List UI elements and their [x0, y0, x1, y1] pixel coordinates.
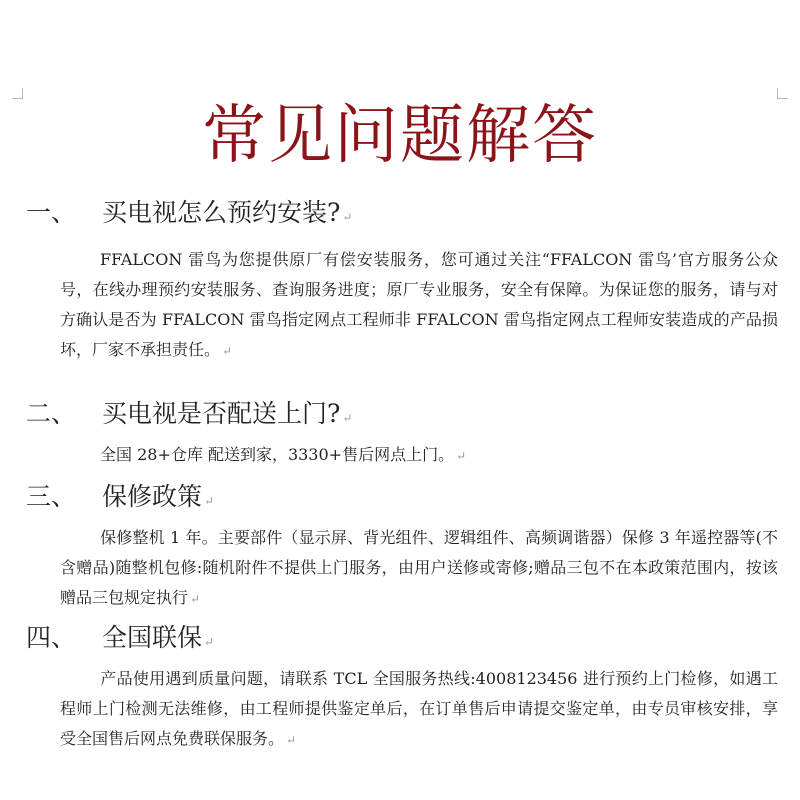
paragraph-mark-icon: ↵ [222, 344, 233, 358]
section-heading-3 [26, 480, 786, 518]
section-title: 保修政策 [102, 482, 203, 511]
section-number: 二、 [26, 399, 77, 428]
section-heading-2 [26, 397, 786, 435]
section-body-1 [60, 245, 778, 366]
section-body-text: 全国 28+仓库 配送到家，3330+售后网点上门。 [100, 445, 455, 464]
paragraph-mark-icon: ↵ [286, 733, 297, 747]
section-heading-4 [26, 621, 786, 659]
section-title: 买电视是否配送上门? [102, 399, 341, 428]
paragraph-mark-icon: ↵ [190, 592, 201, 606]
section-body-2 [60, 440, 778, 471]
paragraph-mark-icon: ↵ [456, 449, 467, 463]
page-title: 常见问题解答 [202, 99, 598, 173]
section-body-text: 产品使用遇到质量问题，请联系 TCL 全国服务热线:4008123456 进行预约上门检修，如遇工程师上门检测无法维修，由工程师提供鉴定单后，在订单售后申请提交鉴定单，由专员审核安排，享受全国售后网点免费联保服务。 [60, 669, 778, 748]
section-body-3 [60, 523, 778, 614]
section-number: 四、 [26, 623, 77, 652]
paragraph-mark-icon: ↵ [342, 210, 353, 224]
section-heading-1 [26, 196, 786, 234]
section-body-text: FFALCON 雷鸟为您提供原厂有偿安装服务，您可通过关注“FFALCON 雷鸟’官方服务公众号，在线办理预约安装服务、查询服务进度；原厂专业服务，安全有保障。为保证您的服务，请与对方确认是否为 FFALCON 雷鸟指定网点工程师非 FFALCON 雷鸟指定网点工程师安装造成的产品损坏，厂家不承担责任。 [60, 250, 778, 359]
section-title: 全国联保 [102, 623, 203, 652]
paragraph-mark-icon: ↵ [204, 494, 215, 508]
section-number: 三、 [26, 482, 77, 511]
section-body-text: 保修整机 1 年。主要部件（显示屏、背光组件、逻辑组件、高频调谐器）保修 3 年遥控器等(不含赠品)随整机包修:随机附件不提供上门服务，由用户送修或寄修;赠品三包不在本政策范围内，按该赠品三包规定执行 [60, 528, 778, 607]
section-number: 一、 [26, 198, 77, 227]
section-body-4 [60, 664, 778, 755]
paragraph-mark-icon: ↵ [204, 635, 215, 649]
section-title: 买电视怎么预约安装? [102, 198, 341, 227]
paragraph-mark-icon: ↵ [342, 411, 353, 425]
